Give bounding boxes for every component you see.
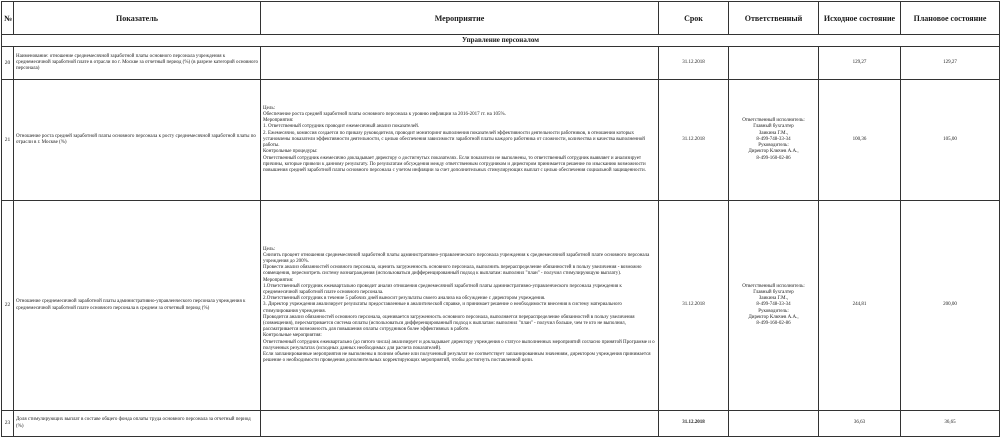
row-num: 20 [2, 47, 14, 80]
row-initial: 244,81 [819, 201, 901, 411]
table-row [2, 201, 1000, 411]
header-initial: Исходное состояние [819, 2, 901, 35]
row-indicator: Отношение роста средней заработной платы основного персонала к росту среднемесячной заработной платы по отрасли в г. Москве (%) [14, 80, 261, 201]
row-initial: 100,36 [819, 80, 901, 201]
row-num: 22 [2, 201, 14, 411]
row-num: 23 [2, 411, 14, 437]
table-row [2, 80, 1000, 201]
table-row [2, 47, 1000, 80]
header-num: № [2, 2, 14, 35]
header-deadline: Срок [659, 2, 729, 35]
header-row [2, 2, 1000, 35]
row-event: Цель: Обеспечение роста средней заработной платы основного персонала к уровню инфляции за 2016-2017 гг. на 105%. Мероприятия: 1. Ответственный сотрудник проводит ежемесячный анализ показателей. 2. Ежемесячно, комиссия создается по приказу руководителя, проводит мониторинг выполнения показателей эффективности деятельности работников, в отношении которых установлены показатели эффективности деятельности, с целью обеспечения зависимости заработной платы каждого работника от сложности, количества и качества выполненной работы. Контрольные процедуры: Ответственный сотрудник ежемесячно докладывает директору о достигнутых показателях. Если показатели не выполнены, то ответственный сотрудник выявляет и анализирует причины, которые привели к данному результату. По результатам обсуждения между ответственным сотрудником и директором принимается решение по изысканию возможности повышения средней заработной платы основного персонала с учетом инфляции за счет дополнительных стимулирующих выплат с целью обеспечения социальной защищенности. [261, 80, 659, 201]
row-deadline: 31.12.2018 [659, 201, 729, 411]
row-responsible: Ответственный исполнитель: Главный бухгалтер Заикина Г.М., 8-499-748-33-34 Руководитель: Директор Ключев А.А., 8-499-160-02-86 [729, 201, 819, 411]
header-indicator: Показатель [14, 2, 261, 35]
row-planned: 200,00 [901, 201, 1000, 411]
row-planned: 36,65 [901, 411, 1000, 437]
header-planned: Плановое состояние [901, 2, 1000, 35]
section-row [2, 35, 1000, 47]
row-responsible: Ответственный исполнитель: Главный бухгалтер Заикина Г.М., 8-499-748-33-34 Руководитель: Директор Ключев А.А., 8-499-160-02-86 [729, 80, 819, 201]
header-responsible: Ответственный [729, 2, 819, 35]
row-event [261, 411, 659, 437]
row-responsible [729, 47, 819, 80]
table-row [2, 411, 1000, 437]
row-responsible [729, 411, 819, 437]
section-title: Управление персоналом [2, 35, 1000, 47]
row-indicator: Отношение среднемесячной заработной платы административно-управленческого персонала учреждения к среднемесячной заработной плате основного персонала в среднем за отчетный период (%) [14, 201, 261, 411]
row-num: 21 [2, 80, 14, 201]
header-event: Мероприятие [261, 2, 659, 35]
program-table [1, 1, 1000, 437]
row-deadline: 31.12.2018 [659, 80, 729, 201]
row-event: Цель: Снизить процент отношения среднемесячной заработной платы административно-управленческого персонала учреждения к среднемесячной заработной плате основного персонала учреждения до 200%. Провести анализ обязанностей основного персонала, оценить загруженность основного персонала, выполнить перераспределение обязанностей в пользу увеличения - возможно совмещения, пересмотреть систему вознаграждения (использоваться дифференцированный подход к выплатам: выполнил "план" - получил стимулирующую выплату). Мероприятия: 1.Ответственный сотрудник ежеквартально проводит анализ отношения среднемесячной заработной платы административно-управленческого персонала учреждения к среднемесячной заработной плате основного персонала. 2.Ответственный сотрудник в течение 5 рабочих дней выносит результаты своего анализа на обсуждение с директором учреждения. 3. Директор учреждения анализирует результаты предоставленные в аналитической справке, и принимает решение о необходимости внесения в систему материального стимулирования учреждения. Проводится анализ обязанностей основного персонала, оценивается загруженность основного персонала, выполняется перераспределение обязанностей в пользу увеличения (совмещения), пересматривается система оплаты (использоваться дифференцированный подход к выплатам: выполнил "план" - получил больше, чем те кто не выполнил, рассматривается возможность для повышения оплаты сотрудников более эффективных в работе. Контрольные мероприятия: Ответственный сотрудник ежеквартально (до пятого числа) анализирует и докладывает директору учреждения о статусе выполненных мероприятий согласно принятой Программе и о полученных результатах (исходных данных необходимых для расчета показателей). Если запланированные мероприятия не выполнены в полном объеме или полученный результат не соответствует запланированным значениям, директором учреждения принимается решение о необходимости проведения дополнительных корректирующих мероприятий, чтобы достигнуть поставленной цели. [261, 201, 659, 411]
row-event [261, 47, 659, 80]
row-initial: 36,63 [819, 411, 901, 437]
row-initial: 129,27 [819, 47, 901, 80]
row-deadline: 31.12.2018 [659, 411, 729, 437]
row-indicator: Доля стимулирующих выплат в составе общего фонда оплаты труда основного персонала за отчетный период (%) [14, 411, 261, 437]
row-planned: 129,27 [901, 47, 1000, 80]
row-deadline: 31.12.2018 [659, 47, 729, 80]
row-planned: 105,00 [901, 80, 1000, 201]
row-indicator: Наименование: отношение среднемесячной заработной платы основного персонала учреждения к среднемесячной заработной плате в отрасли по г. Москве за отчетный период (%) (в разрезе категорий основного персонала) [14, 47, 261, 80]
